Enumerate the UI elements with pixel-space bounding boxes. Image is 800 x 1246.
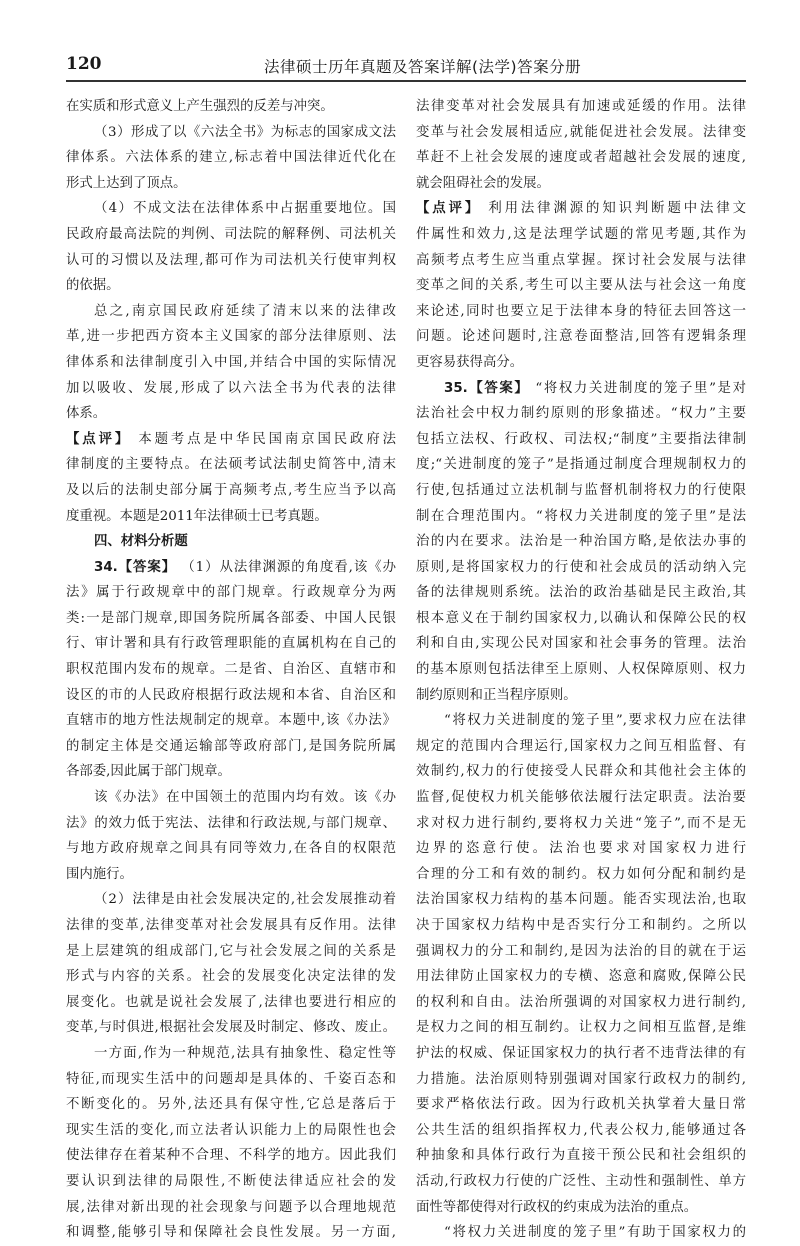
answer-label: 34.【答案】: [94, 559, 177, 575]
text-line: 规定的范围内合理运行,国家权力之间互相监督、有: [416, 738, 746, 754]
text-line: 和调整,能够引导和保障社会良性发展。另一方面,: [66, 1225, 396, 1241]
text-line: 职权范围内发布的规章。二是省、自治区、直辖市和: [66, 662, 396, 678]
text-line: 是权力之间的相互制约。让权力之间相互监督,是维: [416, 1020, 746, 1036]
text-line: 不断变化的。另外,法还具有保守性,它总是落后于: [66, 1097, 396, 1113]
text-line: 求对权力进行制约,要将权力关进“笼子”,而不是无: [416, 815, 746, 831]
text-line: 就会阻碍社会的发展。: [416, 175, 550, 191]
text-line: 现实生活的变化,而立法者认识能力上的局限性也会: [66, 1122, 396, 1138]
text-line: 决于国家权力结构中是否实行分工和制约。之所以: [416, 918, 746, 933]
text-line: 根本意义在于制约国家权力,以确认和保障公民的权: [416, 610, 746, 626]
text-line: 展,法律对新出现的社会现象与问题予以合理地规范: [66, 1199, 396, 1215]
answer-label: 35.【答案】: [444, 380, 530, 396]
text-line: 利和自由,实现公民对国家和社会事务的管理。法治: [416, 636, 746, 652]
text-line: 种抽象和具体行政行为直接干预公民和社会组织的: [416, 1148, 746, 1164]
text-line: 来论述,同时也要立足于法律本身的特征去回答这一: [416, 303, 746, 319]
answer-label: 【点评】: [416, 201, 482, 217]
text-line: 强调权力的分工和制约,是因为法治的目的就在于运: [416, 943, 746, 959]
text-line: 力措施。法治原则特别强调对国家行政权力的制约,: [416, 1071, 746, 1087]
text-line: 的基本原则包括法律至上原则、人权保障原则、权力: [416, 662, 746, 678]
text-line: 更容易获得高分。: [416, 354, 524, 370]
text-line: 法治社会中权力制约原则的形象描述。“权力”主要: [416, 406, 746, 422]
text-line: 制在合理范围内。“将权力关进制度的笼子里”是法: [416, 508, 746, 524]
text-line: （4）不成文法在法律体系中占据重要地位。国: [94, 201, 396, 217]
text-line: 变革,与时俱进,根据社会发展及时制定、修改、废止。: [66, 1020, 396, 1036]
text-line: 高频考点考生应当重点掌握。探讨社会发展与法律: [416, 252, 746, 268]
text-line: （2）法律是由社会发展决定的,社会发展推动着: [94, 892, 396, 908]
line-text: （1）从法律渊源的角度看,该《办: [181, 559, 396, 575]
text-line: 设区的市的人民政府根据行政法规和本省、自治区和: [66, 687, 396, 703]
text-line: 总之,南京国民政府延续了清末以来的法律改: [94, 303, 396, 319]
text-line: 律体系和法律制度引入中国,并结合中国的实际情况: [66, 354, 396, 370]
text-line: 法》的效力低于宪法、法律和行政法规,与部门规章、: [66, 815, 396, 831]
right-column: [416, 94, 746, 1246]
text-line: 及以后的法制史部分属于高频考点,考生应当予以高: [66, 482, 396, 498]
text-line: 类:一是部门规章,即国务院所属各部委、中国人民银: [66, 610, 396, 626]
text-line: 特征,而现实生活中的问题却是具体的、千姿百态和: [66, 1071, 396, 1087]
text-line: 要求严格依法行政。因为行政机关执掌着大量日常: [416, 1097, 746, 1113]
text-line: 原则,是将国家权力的行使和社会成员的活动纳入完: [416, 559, 746, 575]
text-line: 法律的变革,法律变革对社会发展具有反作用。法律: [66, 918, 396, 933]
page-number: 120: [66, 54, 102, 74]
left-column: [66, 94, 396, 1246]
text-line: 体系。: [66, 406, 107, 422]
text-line: 合理的分工和有效的制约。权力如何分配和制约是: [416, 866, 746, 882]
text-line: 件属性和效力,这是法理学试题的常见考题,其作为: [416, 226, 746, 242]
text-line: 展变化。也就是说社会发展了,法律也要进行相应的: [66, 994, 396, 1010]
answer-label: 【点评】: [66, 431, 132, 447]
text-line: 备的法律规则系统。法治的政治基础是民主政治,其: [416, 585, 746, 601]
section-heading: 四、材料分析题: [94, 534, 188, 550]
text-line: 律体系。六法体系的建立,标志着中国法律近代化在: [66, 150, 396, 166]
text-line: 围内施行。: [66, 866, 133, 882]
text-line: 护法的权威、保证国家权力的执行者不违背法律的有: [416, 1045, 746, 1061]
text-line: 监督,促使权力机关能够依法履行法定职责。法治要: [416, 790, 746, 806]
text-line: 加以吸收、发展,形成了以六法全书为代表的法律: [66, 380, 396, 396]
text-line: 变革之间的关系,考生可以主要从法与社会这一角度: [416, 278, 746, 294]
text-line: [416, 196, 746, 222]
text-line: “将权力关进制度的笼子里”有助于国家权力的: [444, 1225, 746, 1241]
text-line: 法律变革对社会发展具有加速或延缓的作用。法律: [416, 99, 746, 114]
text-line: “将权力关进制度的笼子里”,要求权力应在法律: [444, 713, 746, 729]
text-line: 活动,行政权力行使的广泛性、主动性和强制性、单方: [416, 1173, 746, 1189]
text-line: 的制定主体是交通运输部等政府部门,是国务院所属: [66, 738, 396, 754]
text-line: 的权利和自由。法治所强调的对国家权力进行制约,: [416, 994, 746, 1010]
text-line: 边界的恣意行使。法治也要求对国家权力进行: [416, 841, 746, 857]
text-line: [66, 427, 396, 453]
text-line: 直辖市的地方性法规制定的规章。本题中,该《办法》: [66, 713, 396, 729]
text-line: 民政府最高法院的判例、司法院的解释例、司法机关: [66, 226, 396, 242]
line-text: 利用法律渊源的知识判断题中法律文: [488, 201, 747, 217]
text-line: 的依据。: [66, 278, 120, 294]
text-line: （3）形成了以《六法全书》为标志的国家成文法: [94, 124, 396, 140]
text-line: 度重视。本题是2011年法律硕士已考真题。: [66, 508, 328, 524]
text-line: 行使,包括通过立法机制与监督机制将权力的行使限: [416, 482, 746, 498]
text-line: 与地方政府规章之间具有同等效力,在各自的权限范: [66, 841, 396, 857]
text-line: 革,进一步把西方资本主义国家的部分法律原则、法: [66, 329, 396, 345]
text-line: 度;“关进制度的笼子”是指通过制度合理规制权力的: [416, 457, 746, 473]
text-line: [66, 555, 396, 581]
text-line: 效制约,权力的行使接受人民群众和其他社会主体的: [416, 764, 746, 780]
text-line: 面性等都使得对行政权的约束成为法治的重点。: [416, 1199, 698, 1215]
text-line: 在实质和形式意义上产生强烈的反差与冲突。: [66, 99, 334, 114]
text-line: 是上层建筑的组成部门,它与社会发展之间的关系是: [66, 943, 396, 959]
text-line: 律制度的主要特点。在法硕考试法制史简答中,清末: [66, 457, 396, 473]
text-line: 包括立法权、行政权、司法权;“制度”主要指法律制: [416, 431, 746, 447]
running-title: 法律硕士历年真题及答案详解(法学)答案分册: [264, 58, 582, 76]
line-text: 本题考点是中华民国南京国民政府法: [138, 431, 397, 447]
text-line: 一方面,作为一种规范,法具有抽象性、稳定性等: [94, 1045, 396, 1061]
text-line: 认可的习惯以及法理,都可作为司法机关行使审判权: [66, 252, 396, 268]
text-line: 变革与社会发展相适应,就能促进社会发展。法律变: [416, 124, 746, 140]
text-line: 使法律存在着某种不合理、不科学的地方。因此我们: [66, 1148, 396, 1164]
text-line: 行、审计署和具有行政管理职能的直属机构在自己的: [66, 636, 396, 652]
text-line: 问题。论述问题时,注意卷面整洁,回答有逻辑条理: [416, 329, 746, 345]
text-line: 用法律防止国家权力的专横、恣意和腐败,保障公民: [416, 969, 746, 985]
text-line: 法》属于行政规章中的部门规章。行政规章分为两: [66, 585, 396, 601]
text-line: 各部委,因此属于部门规章。: [66, 764, 231, 780]
text-line: [416, 376, 746, 402]
text-line: 该《办法》在中国领土的范围内均有效。该《办: [94, 790, 396, 806]
text-line: 制约原则和正当程序原则。: [416, 687, 577, 703]
text-line: 法治国家权力结构的基本问题。能否实现法治,也取: [416, 892, 746, 908]
text-line: 形式上达到了顶点。: [66, 175, 187, 191]
text-line: 要认识到法律的局限性,不断使法律适应社会的发: [66, 1173, 396, 1189]
text-line: 治的内在要求。法治是一种治国方略,是依法办事的: [416, 534, 746, 550]
header-rule: [66, 80, 746, 82]
text-line: 公共生活的组织指挥权力,代表公权力,能够通过各: [416, 1122, 746, 1138]
text-line: 形式与内容的关系。社会的发展变化决定法律的发: [66, 969, 396, 985]
text-line: 革赶不上社会发展的速度或者超越社会发展的速度,: [416, 150, 746, 166]
page-header: [66, 50, 746, 82]
line-text: “将权力关进制度的笼子里”是对: [535, 380, 746, 396]
